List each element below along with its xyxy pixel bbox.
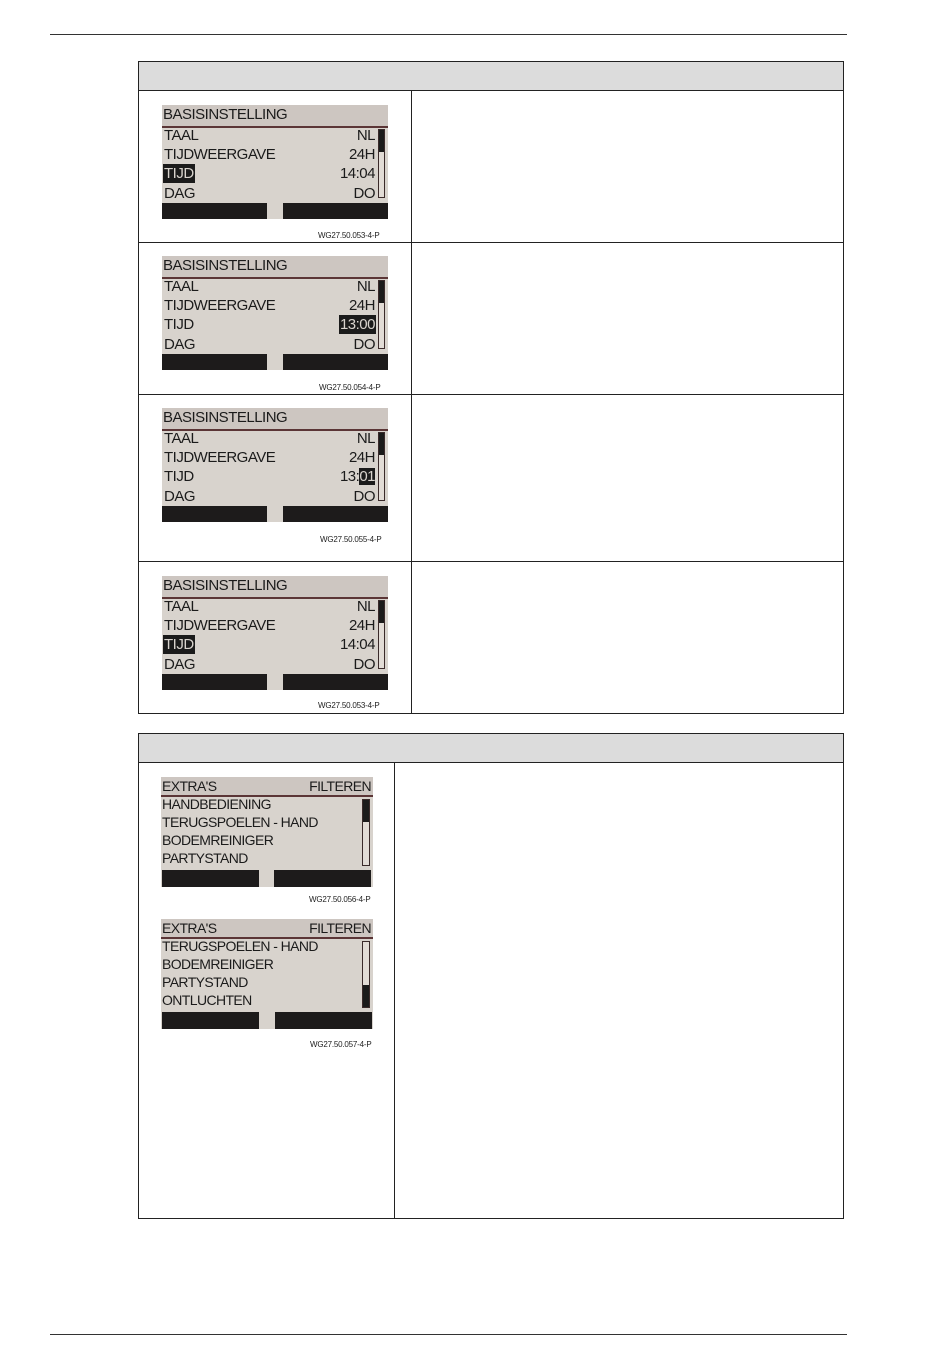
menu-item: PARTYSTAND [162,974,248,990]
lcd-row-tijd: TIJD 14:04 [164,165,375,182]
lcd-row-dag: DAG DO [164,185,375,202]
menu-item: BODEMREINIGER [162,832,274,848]
lcd-row-taal: TAAL NL [164,127,375,144]
lcd-screen-3 [162,408,388,522]
figure-caption: WG27.50.057-4-P [310,1040,372,1049]
menu-item: PARTYSTAND [162,850,248,866]
figure-caption: WG27.50.053-4-P [318,231,380,240]
lcd-row-tijdweergave: TIJDWEERGAVE 24H [164,297,375,314]
lcd-screen-4 [162,576,388,690]
lcd-screen-2 [162,256,388,370]
lcd-title: BASISINSTELLING [162,576,388,599]
figure-caption: WG27.50.056-4-P [309,895,371,904]
figure-caption: WG27.50.054-4-P [319,383,381,392]
lcd-row-dag: DAG DO [164,488,375,505]
softkey-left [162,203,267,219]
softkey-right [283,203,388,219]
lcd-row-tijdweergave: TIJDWEERGAVE 24H [164,146,375,163]
top-rule [50,34,847,35]
softkey-right [283,674,388,690]
lcd-title: EXTRA'S FILTEREN [161,777,373,797]
lcd-row-tijd: TIJD 13:01 [164,468,375,485]
selected-value: 13:00 [339,316,375,333]
lcd-title: BASISINSTELLING [162,408,388,431]
row-divider [139,242,843,243]
lcd-row-dag: DAG DO [164,336,375,353]
selected-item: TIJD [164,636,194,653]
lcd-title: BASISINSTELLING [162,105,388,128]
softkey-left [162,506,267,522]
lcd-row-taal: TAAL NL [164,278,375,295]
softkey-right [274,870,371,887]
row-divider [139,394,843,395]
selected-value: 01 [359,468,375,485]
lcd-row-tijd: TIJD 13:00 [164,316,375,333]
softkey-right [275,1012,372,1029]
scrollbar [362,941,370,1008]
menu-item: TERUGSPOELEN - HAND [162,814,318,830]
softkey-left [162,674,267,690]
lcd-row-tijdweergave: TIJDWEERGAVE 24H [164,449,375,466]
softkey-left [162,354,267,370]
table-header [139,62,843,91]
menu-item: ONTLUCHTEN [162,992,252,1008]
scrollbar [378,432,385,501]
column-divider [411,90,412,714]
lcd-row-dag: DAG DO [164,656,375,673]
softkey-left [162,870,259,887]
menu-item: TERUGSPOELEN - HAND [162,938,318,954]
scrollbar [378,280,385,349]
lcd-extras-screen-2 [161,919,373,1029]
lcd-screen-1 [162,105,388,219]
menu-item: HANDBEDIENING [162,796,271,812]
scrollbar [378,600,385,669]
row-divider [139,561,843,562]
lcd-row-tijd: TIJD 14:04 [164,636,375,653]
selected-item: TIJD [164,165,194,182]
softkey-left [162,1012,259,1029]
lcd-row-taal: TAAL NL [164,430,375,447]
softkey-right [283,506,388,522]
lcd-extras-screen-1 [161,777,373,887]
lcd-row-tijdweergave: TIJDWEERGAVE 24H [164,617,375,634]
figure-caption: WG27.50.055-4-P [320,535,382,544]
lcd-row-taal: TAAL NL [164,598,375,615]
figure-caption: WG27.50.053-4-P [318,701,380,710]
scrollbar [362,799,370,866]
lcd-title: BASISINSTELLING [162,256,388,279]
scrollbar [378,129,385,198]
bottom-rule [50,1334,847,1335]
menu-item: BODEMREINIGER [162,956,274,972]
column-divider [394,762,395,1219]
table-header [139,734,843,763]
softkey-right [283,354,388,370]
lcd-title: EXTRA'S FILTEREN [161,919,373,939]
